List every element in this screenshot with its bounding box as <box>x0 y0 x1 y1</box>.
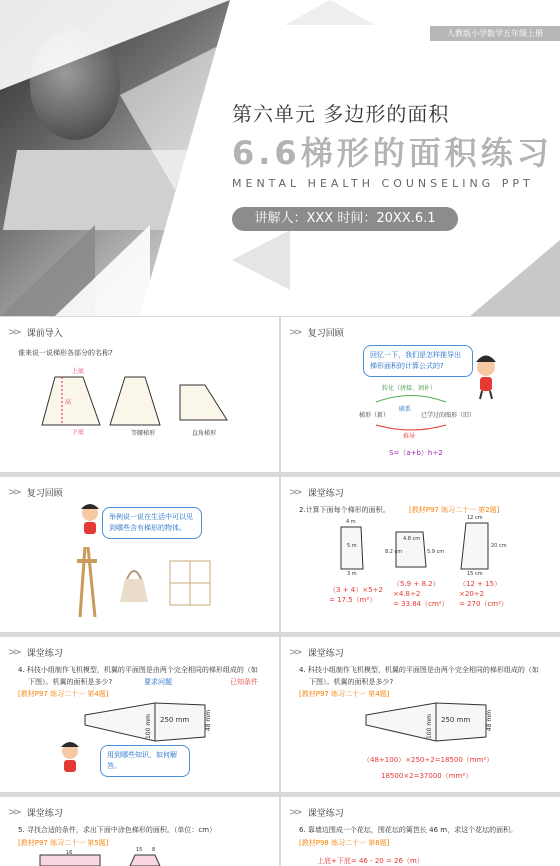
dim-2b: 8.2 cm <box>385 549 403 555</box>
chevron-icon: >> <box>289 646 300 658</box>
slide-intro[interactable] <box>0 317 279 472</box>
ask-note: 要求问题 <box>144 678 172 686</box>
cover-slide[interactable] <box>0 0 560 316</box>
chevron-icon: >> <box>289 326 300 338</box>
dim-3a: 12 cm <box>467 515 483 521</box>
wing-length: 250 mm <box>160 716 190 724</box>
question-line-1: 4. 科技小组制作飞机模型，机翼的平面图是由两个完全相同的梯形组成的（如 <box>299 666 539 674</box>
label-top: 上底 <box>72 368 85 375</box>
textbook-ref: [教材P97 练习二十一 第2题] <box>409 506 500 514</box>
dim-16: 16 <box>66 850 73 856</box>
slide-title: 复习回顾 <box>307 328 344 339</box>
slide-practice-2[interactable] <box>281 477 560 632</box>
dim-3b: 20 cm <box>491 543 507 549</box>
textbook-ref: [教材P98 练习二十一 第6题] <box>299 839 390 847</box>
dim-3c: 15 cm <box>467 571 483 577</box>
formula: S=（a+b）h÷2 <box>389 449 443 457</box>
dim-1c: 3 m <box>347 571 357 577</box>
answer-1: （3 + 4）×5÷2 = 17.5（m²） <box>329 586 383 604</box>
main-title: 6.6梯形的面积练习 <box>232 134 553 172</box>
textbook-ref: [教材P97 练习二十一 第4题] <box>18 690 109 698</box>
slide-practice-6[interactable] <box>281 797 560 866</box>
answer-line-1: （48+100）×250÷2=18500（mm²） <box>363 756 494 764</box>
answer-3: （12 + 15） ×20÷2 = 270（cm²） <box>459 580 508 608</box>
slide-title: 课堂练习 <box>307 648 344 659</box>
label-height: 高 <box>65 399 72 406</box>
speech-bubble: 举例说一说在生活中可以见到哪些含有梯形的物体。 <box>102 507 202 539</box>
slide-review-2[interactable] <box>0 477 279 632</box>
dim-1a: 4 m <box>346 519 356 525</box>
chevron-icon: >> <box>289 806 300 818</box>
slide-practice-4b[interactable] <box>281 637 560 792</box>
dim-8: 8 <box>152 847 156 853</box>
label-bottom: 下底 <box>72 429 85 436</box>
unit-title: 第六单元 多边形的面积 <box>232 102 450 126</box>
label-right: 直角梯形 <box>192 430 217 437</box>
dim-15: 15 <box>136 847 143 853</box>
label-isosceles: 等腰梯形 <box>131 430 156 437</box>
right-label: 已学过的图形（旧） <box>421 412 476 419</box>
left-label: 梯形（新） <box>359 412 390 419</box>
slide-title: 复习回顾 <box>26 488 63 499</box>
presenter-pill: 讲解人：XXX 时间：20XX.6.1 <box>232 207 458 231</box>
slide-review-1[interactable] <box>281 317 560 472</box>
slide-practice-4a[interactable] <box>0 637 279 792</box>
chevron-icon: >> <box>8 326 19 338</box>
chevron-icon: >> <box>8 806 19 818</box>
link-label: 联系 <box>399 406 412 413</box>
question-line-2: 下图）。机翼的面积是多少? <box>309 678 394 686</box>
speech-bubble: 回忆一下，我们是怎样推导出梯形面积的计算公式的? <box>363 345 473 377</box>
wing-height: 100 mm <box>426 713 434 740</box>
answer-2: （5.9 + 8.2） ×4.8÷2 = 33.84（cm²） <box>393 580 449 608</box>
chevron-icon: >> <box>8 646 19 658</box>
grade-badge: 人教版小学数学五年级上册 <box>430 26 560 41</box>
wing-width: 48 mm <box>486 709 494 732</box>
slide-header <box>289 805 344 819</box>
slide-title: 课堂练习 <box>307 488 344 499</box>
transform-label: 转化（拼接、割补） <box>382 385 437 392</box>
life-objects <box>0 477 279 632</box>
wing-length: 250 mm <box>441 716 471 724</box>
slide-title: 课堂练习 <box>26 808 63 819</box>
derive-label: 推导 <box>403 433 416 440</box>
slide-title: 课堂练习 <box>26 648 63 659</box>
wing-diagram <box>281 637 560 792</box>
dim-1b: 5 m <box>347 543 357 549</box>
slide-title: 课前导入 <box>26 328 63 339</box>
wing-height: 100 mm <box>145 713 153 740</box>
textbook-ref: [教材P97 练习二十一 第5题] <box>18 839 109 847</box>
wing-width: 48 mm <box>205 709 213 732</box>
dim-2c: 5.9 cm <box>427 549 445 555</box>
dim-2a: 4.8 cm <box>403 536 421 542</box>
subtitle: MENTAL HEALTH COUNSELING PPT <box>232 177 534 190</box>
question: 6. 靠墙边围成一个花坛，围花坛的篱笆长 46 m，求这个花坛的面积。 <box>299 826 518 834</box>
chevron-icon: >> <box>289 486 300 498</box>
question: 谁来说一说梯形各部分的名称? <box>18 349 113 357</box>
slide-practice-5[interactable] <box>0 797 279 866</box>
trapezoid-figures <box>0 317 279 472</box>
question: 2.计算下面每个梯形的面积。 <box>299 506 390 514</box>
answer: 上底+下底= 46 - 20 = 26（m） <box>317 857 424 865</box>
question: 5. 寻找合适的条件，求出下面中涂色梯形的面积。（单位：cm） <box>18 826 217 834</box>
question-line-2: 下图）。机翼的面积是多少? <box>28 678 113 686</box>
known-note: 已知条件 <box>230 678 258 686</box>
question-line-1: 4. 科技小组制作飞机模型，机翼的平面图是由两个完全相同的梯形组成的（如 <box>18 666 258 674</box>
textbook-ref: [教材P97 练习二十一 第4题] <box>299 690 390 698</box>
answer-line-2: 18500×2=37000（mm²） <box>381 772 473 780</box>
slide-title: 课堂练习 <box>307 808 344 819</box>
chevron-icon: >> <box>8 486 19 498</box>
shaded-figures <box>0 797 279 866</box>
speech-bubble: 用到哪些知识，如何解答。 <box>100 745 190 777</box>
